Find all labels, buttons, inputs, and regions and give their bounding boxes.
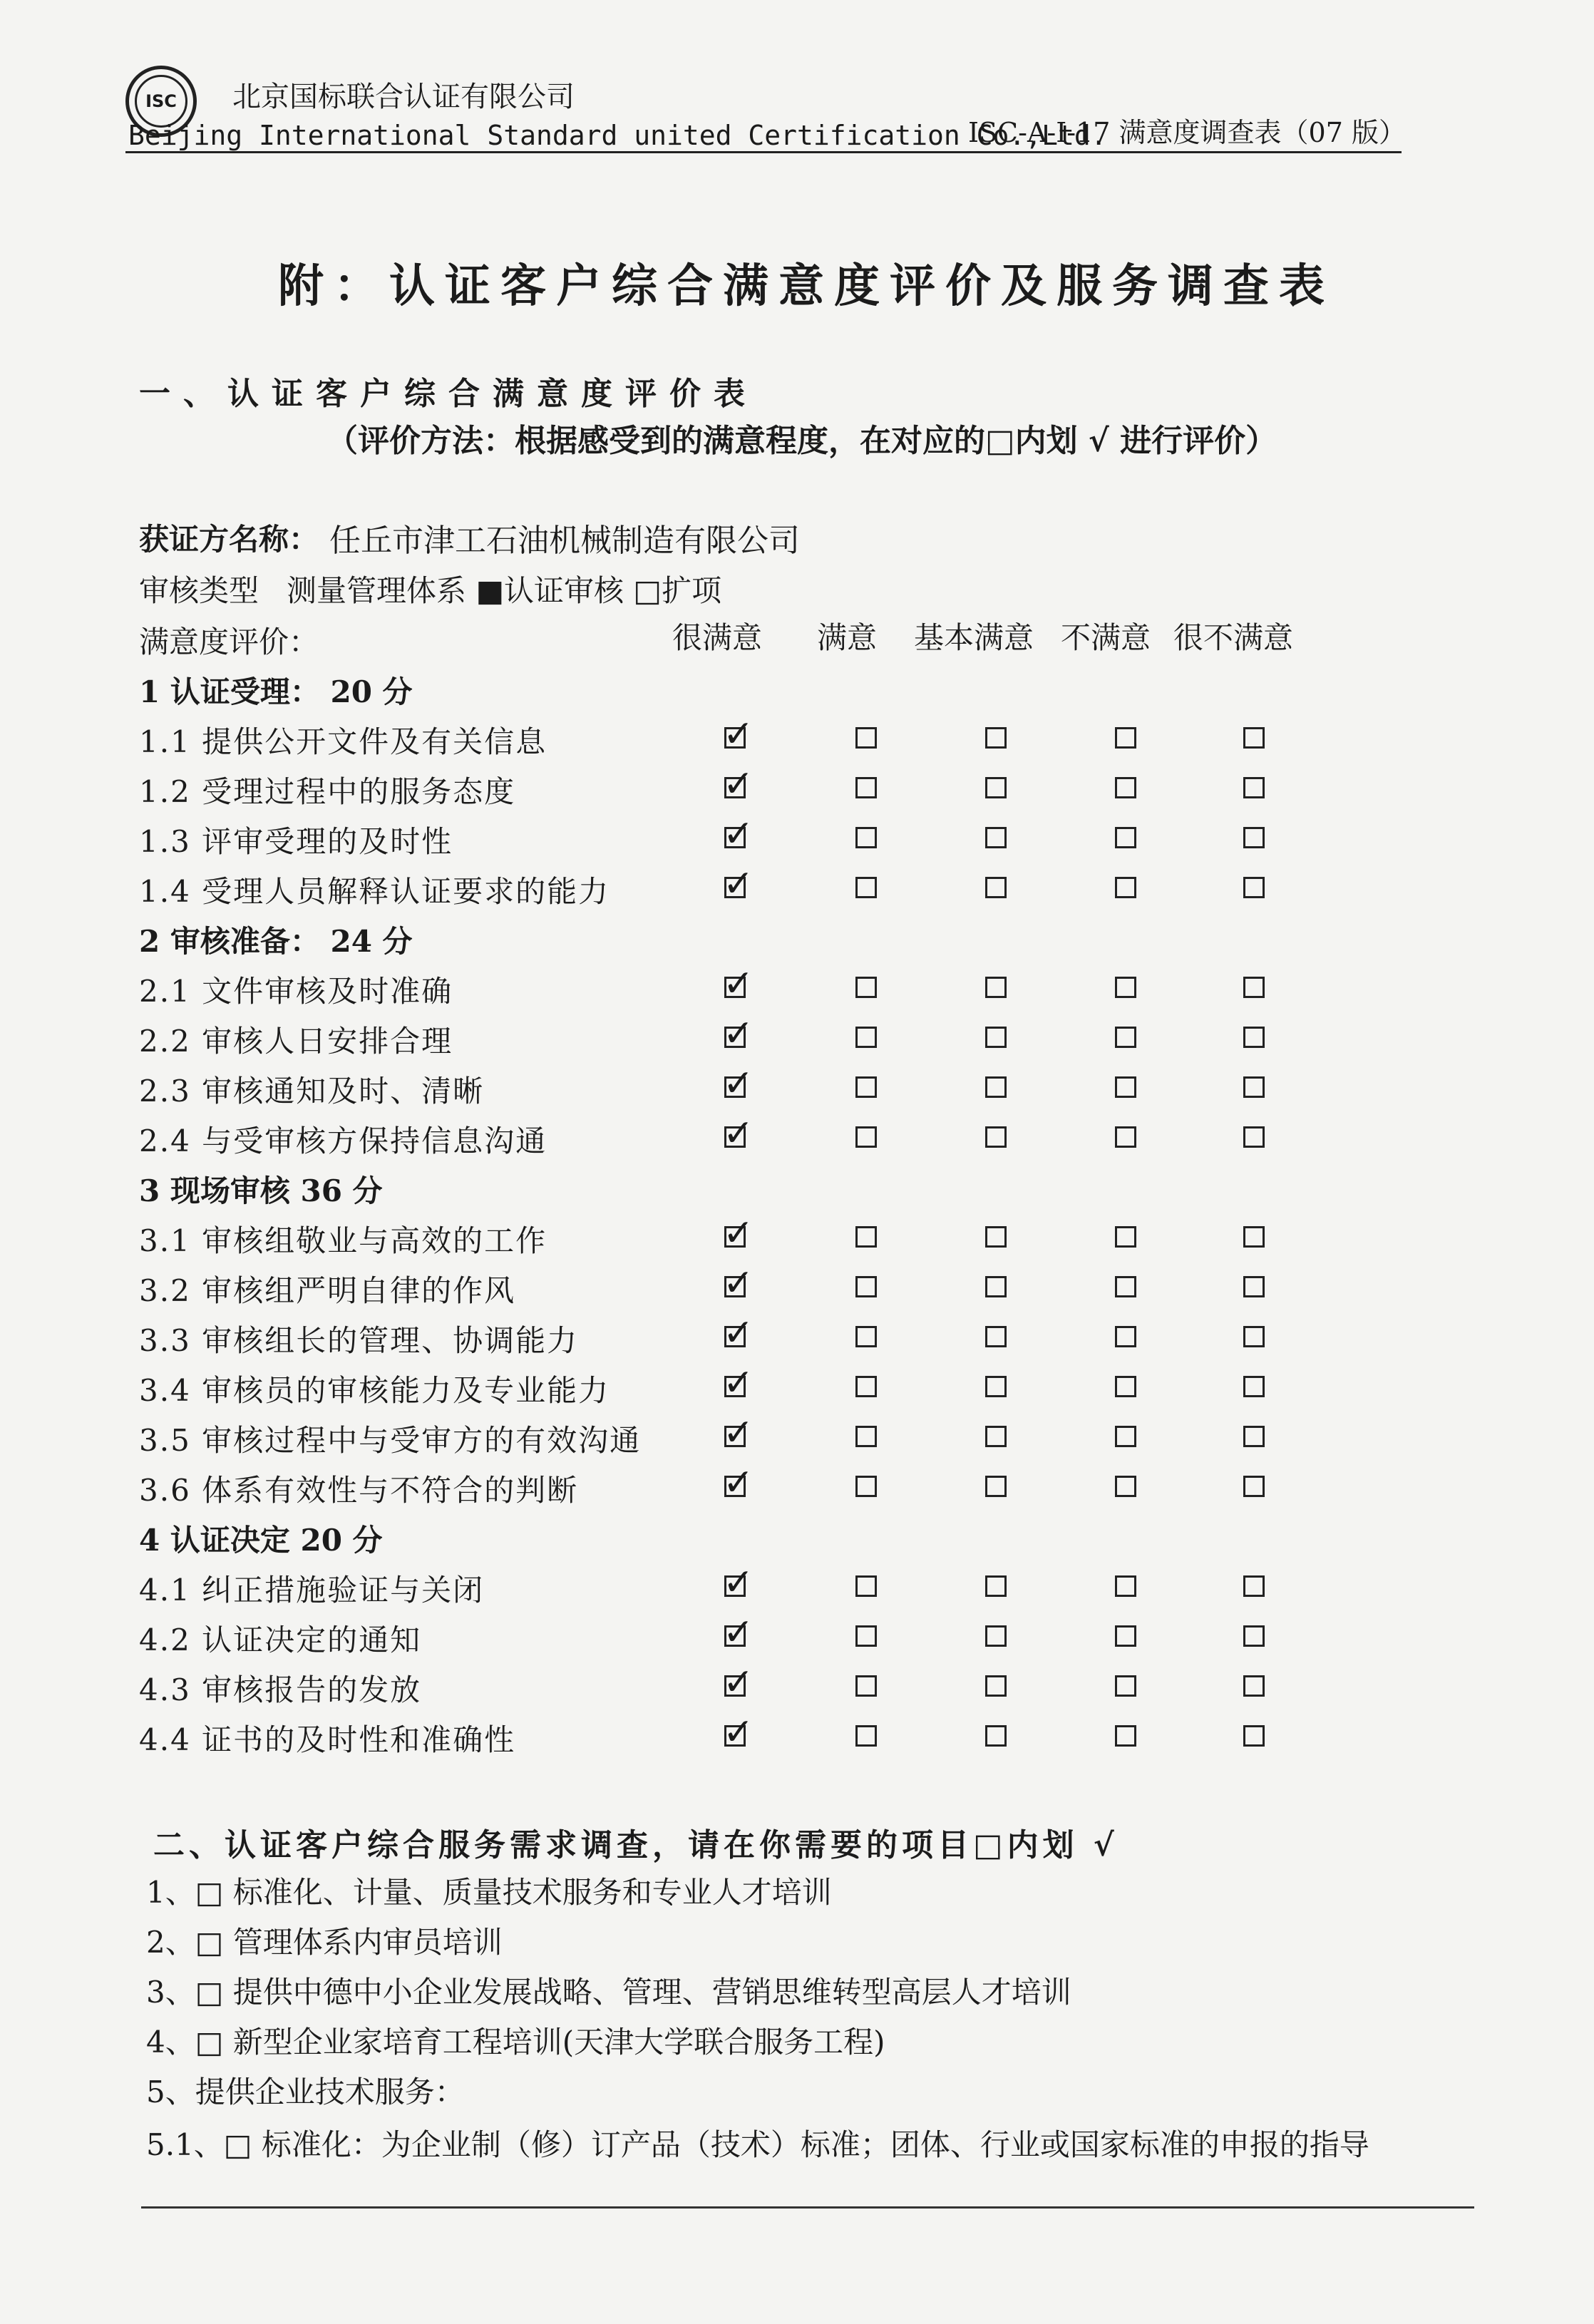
section1-heading: 一、认证客户综合满意度评价表 <box>139 376 758 412</box>
check-mark-icon: ✓ <box>723 1112 754 1155</box>
rating-checkbox[interactable] <box>1115 727 1136 749</box>
column-satisfied: 满意 <box>817 620 878 655</box>
criterion-label: 3.2 审核组严明自律的作风 <box>139 1273 516 1308</box>
rating-checkbox[interactable] <box>1243 1426 1265 1447</box>
group-title: 2 审核准备： 24 分 <box>139 924 413 959</box>
service-item: 5.1、□ 标准化：为企业制（修）订产品（技术）标准；团体、行业或国家标准的申报的指导 <box>146 2127 1369 2162</box>
check-mark-icon: ✓ <box>723 763 754 806</box>
rating-checkbox[interactable] <box>855 1076 877 1098</box>
check-mark-icon: ✓ <box>723 1012 754 1055</box>
check-mark-icon: ✓ <box>723 1312 754 1354</box>
criterion-label: 2.2 审核人日安排合理 <box>139 1024 453 1059</box>
page-title: 附：认证客户综合满意度评价及服务调查表 <box>278 259 1335 313</box>
rating-checkbox[interactable] <box>855 727 877 749</box>
rating-checkbox[interactable] <box>855 1725 877 1747</box>
rating-checkbox[interactable] <box>1243 1376 1265 1397</box>
rating-checkbox[interactable] <box>1243 1276 1265 1297</box>
criterion-label: 4.2 认证决定的通知 <box>139 1623 422 1657</box>
rating-checkbox[interactable] <box>985 877 1007 898</box>
rating-checkbox[interactable] <box>855 1126 877 1148</box>
rating-checkbox[interactable] <box>985 1376 1007 1397</box>
rating-checkbox[interactable] <box>1243 1226 1265 1248</box>
rating-checkbox[interactable] <box>985 1276 1007 1297</box>
service-item: 4、□ 新型企业家培育工程培训(天津大学联合服务工程) <box>146 2025 885 2060</box>
check-mark-icon: ✓ <box>723 1561 754 1604</box>
criterion-label: 3.1 审核组敬业与高效的工作 <box>139 1223 547 1258</box>
criterion-label: 2.4 与受审核方保持信息沟通 <box>139 1124 547 1158</box>
logo-text: ISC <box>135 75 187 128</box>
rating-checkbox[interactable] <box>855 1027 877 1048</box>
rating-checkbox[interactable] <box>855 1376 877 1397</box>
criterion-label: 2.1 文件审核及时准确 <box>139 974 453 1009</box>
criterion-label: 4.1 纠正措施验证与关闭 <box>139 1573 485 1608</box>
service-item: 5、提供企业技术服务： <box>146 2074 465 2109</box>
section2-heading: 二、认证客户综合服务需求调查，请在你需要的项目□内划 √ <box>153 1827 1119 1863</box>
rating-checkbox[interactable] <box>1243 777 1265 798</box>
check-mark-icon: ✓ <box>723 1412 754 1454</box>
rating-checkbox[interactable] <box>855 1476 877 1497</box>
company-name-cn: 北京国标联合认证有限公司 <box>232 81 575 113</box>
rating-checkbox[interactable] <box>855 1426 877 1447</box>
audit-type-label: 审核类型 <box>139 573 259 608</box>
rating-checkbox[interactable] <box>985 777 1007 798</box>
check-mark-icon: ✓ <box>723 1062 754 1105</box>
criterion-label: 4.4 证书的及时性和准确性 <box>139 1722 516 1757</box>
column-basically-satisfied: 基本满意 <box>914 620 1034 655</box>
rating-checkbox[interactable] <box>1115 1376 1136 1397</box>
rating-checkbox[interactable] <box>1115 1326 1136 1347</box>
rating-checkbox[interactable] <box>1115 1027 1136 1048</box>
rating-label: 满意度评价： <box>139 624 319 659</box>
rating-checkbox[interactable] <box>1243 827 1265 848</box>
rating-checkbox[interactable] <box>855 827 877 848</box>
service-item: 2、□ 管理体系内审员培训 <box>146 1925 503 1960</box>
check-mark-icon: ✓ <box>723 863 754 905</box>
rating-checkbox[interactable] <box>985 1027 1007 1048</box>
rating-checkbox[interactable] <box>985 1226 1007 1248</box>
footer-divider <box>141 2206 1474 2209</box>
rating-checkbox[interactable] <box>985 1426 1007 1447</box>
rating-checkbox[interactable] <box>1115 827 1136 848</box>
check-mark-icon: ✓ <box>723 813 754 855</box>
rating-checkbox[interactable] <box>1115 1625 1136 1647</box>
rating-checkbox[interactable] <box>1115 977 1136 998</box>
service-item: 3、□ 提供中德中小企业发展战略、管理、营销思维转型高层人才培训 <box>146 1975 1071 2010</box>
rating-checkbox[interactable] <box>855 1276 877 1297</box>
rating-checkbox[interactable] <box>1115 777 1136 798</box>
audit-type-value: 测量管理体系 ■认证审核 □扩项 <box>287 573 722 608</box>
criterion-label: 1.4 受理人员解释认证要求的能力 <box>139 874 610 909</box>
rating-checkbox[interactable] <box>1115 1126 1136 1148</box>
rating-checkbox[interactable] <box>985 1076 1007 1098</box>
check-mark-icon: ✓ <box>723 1661 754 1704</box>
check-mark-icon: ✓ <box>723 1461 754 1504</box>
rating-checkbox[interactable] <box>985 1126 1007 1148</box>
criterion-label: 3.3 审核组长的管理、协调能力 <box>139 1323 579 1358</box>
criterion-label: 3.5 审核过程中与受审方的有效沟通 <box>139 1423 642 1458</box>
criterion-label: 1.3 评审受理的及时性 <box>139 824 453 859</box>
check-mark-icon: ✓ <box>723 962 754 1005</box>
check-mark-icon: ✓ <box>723 1362 754 1404</box>
column-very-satisfied: 很满意 <box>672 620 763 655</box>
rating-checkbox[interactable] <box>985 1675 1007 1697</box>
rating-checkbox[interactable] <box>1115 1725 1136 1747</box>
rating-checkbox[interactable] <box>1243 1076 1265 1098</box>
client-label: 获证方名称： <box>139 522 319 557</box>
column-very-dissatisfied: 很不满意 <box>1173 620 1294 655</box>
rating-checkbox[interactable] <box>985 1326 1007 1347</box>
rating-checkbox[interactable] <box>855 1575 877 1597</box>
rating-checkbox[interactable] <box>1243 727 1265 749</box>
criterion-label: 4.3 审核报告的发放 <box>139 1672 422 1707</box>
rating-checkbox[interactable] <box>985 1476 1007 1497</box>
header-divider <box>125 151 1402 153</box>
company-name-en: Beijing International Standard united Certification Co.,Ltd. <box>128 120 1107 151</box>
rating-checkbox[interactable] <box>1115 1476 1136 1497</box>
rating-checkbox[interactable] <box>1115 1076 1136 1098</box>
check-mark-icon: ✓ <box>723 713 754 756</box>
service-item: 1、□ 标准化、计量、质量技术服务和专业人才培训 <box>146 1875 832 1910</box>
group-title: 3 现场审核 36 分 <box>139 1173 383 1208</box>
criterion-label: 1.1 提供公开文件及有关信息 <box>139 724 547 759</box>
criterion-label: 1.2 受理过程中的服务态度 <box>139 774 516 809</box>
column-dissatisfied: 不满意 <box>1061 620 1151 655</box>
criterion-label: 3.6 体系有效性与不符合的判断 <box>139 1473 579 1508</box>
rating-checkbox[interactable] <box>1243 1725 1265 1747</box>
rating-checkbox[interactable] <box>1243 1476 1265 1497</box>
rating-checkbox[interactable] <box>1115 1226 1136 1248</box>
rating-checkbox[interactable] <box>1115 1675 1136 1697</box>
criterion-label: 2.3 审核通知及时、清晰 <box>139 1074 485 1109</box>
rating-checkbox[interactable] <box>1243 1326 1265 1347</box>
rating-checkbox[interactable] <box>985 1725 1007 1747</box>
check-mark-icon: ✓ <box>723 1212 754 1255</box>
check-mark-icon: ✓ <box>723 1711 754 1754</box>
rating-checkbox[interactable] <box>855 1326 877 1347</box>
group-title: 4 认证决定 20 分 <box>139 1523 383 1558</box>
check-mark-icon: ✓ <box>723 1611 754 1654</box>
evaluation-method: （评价方法：根据感受到的满意程度，在对应的□内划 √ 进行评价） <box>326 423 1277 459</box>
rating-checkbox[interactable] <box>1115 1426 1136 1447</box>
rating-checkbox[interactable] <box>985 1575 1007 1597</box>
rating-checkbox[interactable] <box>1243 977 1265 998</box>
rating-checkbox[interactable] <box>1243 1625 1265 1647</box>
client-name: 任丘市津工石油机械制造有限公司 <box>329 523 800 559</box>
criterion-label: 3.4 审核员的审核能力及专业能力 <box>139 1373 610 1408</box>
rating-checkbox[interactable] <box>985 1625 1007 1647</box>
rating-checkbox[interactable] <box>1243 1027 1265 1048</box>
rating-checkbox[interactable] <box>1243 1126 1265 1148</box>
rating-checkbox[interactable] <box>1243 1575 1265 1597</box>
check-mark-icon: ✓ <box>723 1262 754 1305</box>
rating-checkbox[interactable] <box>1115 877 1136 898</box>
rating-checkbox[interactable] <box>855 1625 877 1647</box>
rating-checkbox[interactable] <box>985 977 1007 998</box>
rating-checkbox[interactable] <box>985 827 1007 848</box>
rating-checkbox[interactable] <box>855 877 877 898</box>
rating-checkbox[interactable] <box>1243 877 1265 898</box>
document-code: ISC-A-I-17 满意度调查表（07 版） <box>968 117 1406 148</box>
rating-checkbox[interactable] <box>1243 1675 1265 1697</box>
rating-checkbox[interactable] <box>1115 1276 1136 1297</box>
group-title: 1 认证受理： 20 分 <box>139 674 413 709</box>
rating-checkbox[interactable] <box>985 727 1007 749</box>
rating-checkbox[interactable] <box>855 977 877 998</box>
rating-checkbox[interactable] <box>1115 1575 1136 1597</box>
rating-checkbox[interactable] <box>855 1226 877 1248</box>
rating-checkbox[interactable] <box>855 777 877 798</box>
rating-checkbox[interactable] <box>855 1675 877 1697</box>
